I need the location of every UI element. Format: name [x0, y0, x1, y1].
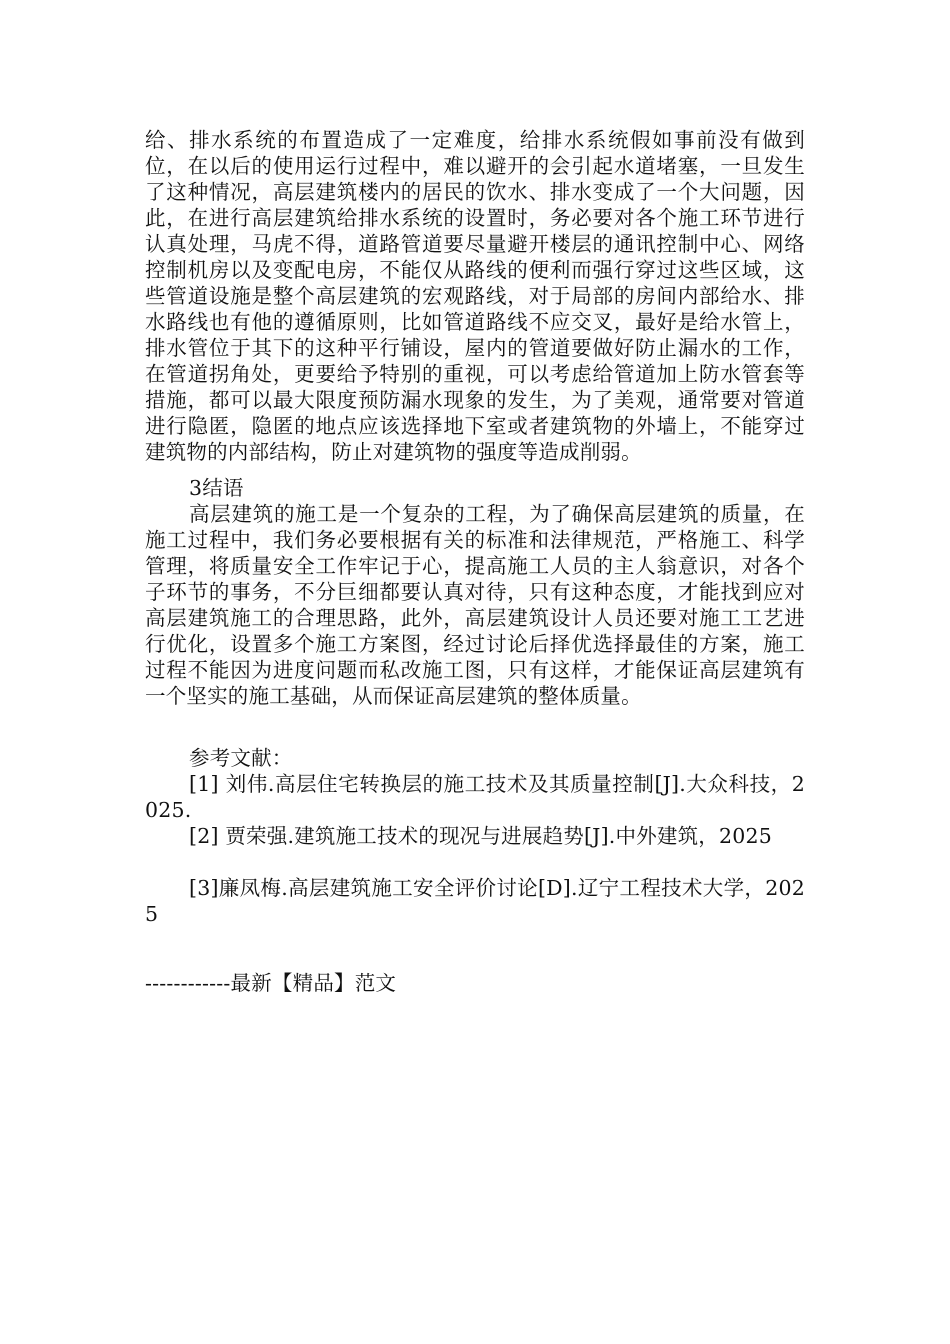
footer-text: ------------最新【精品】范文: [145, 971, 397, 995]
references-heading: 参考文献：: [189, 746, 293, 770]
conclusion-paragraph: 高层建筑的施工是一个复杂的工程，为了确保高层建筑的质量，在施工过程中，我们务必要根据有关的标准和法律规范，严格施工、科学管理，将质量安全工作牢记于心，提高施工人员的主人翁意识，对各个子环节的事务，不分巨细都要认真对待，只有这种态度，才能找到应对高层建筑施工的合理思路，此外，高层建筑设计人员还要对施工工艺进行优化，设置多个施工方案图，经过讨论后择优选择最佳的方案，施工过程不能因为进度问题而私改施工图，只有这样，才能保证高层建筑有一个坚实的施工基础，从而保证高层建筑的整体质量。: [145, 502, 805, 708]
reference-item: [3]廉凤梅.高层建筑施工安全评价讨论[D].辽宁工程技术大学，2025: [145, 876, 805, 926]
section-heading: 3结语: [189, 476, 244, 500]
reference-item: [1] 刘伟.高层住宅转换层的施工技术及其质量控制[J].大众科技，2025.: [145, 772, 805, 822]
reference-item: [2] 贾荣强.建筑施工技术的现况与进展趋势[J].中外建筑，2025: [189, 824, 772, 848]
body-paragraph: 给、排水系统的布置造成了一定难度，给排水系统假如事前没有做到位，在以后的使用运行过程中，难以避开的会引起水道堵塞，一旦发生了这种情况，高层建筑楼内的居民的饮水、排水变成了一个大问题，因此，在进行高层建筑给排水系统的设置时，务必要对各个施工环节进行认真处理，马虎不得，道路管道要尽量避开楼层的通讯控制中心、网络控制机房以及变配电房，不能仅从路线的便利而强行穿过这些区域，这些管道设施是整个高层建筑的宏观路线，对于局部的房间内部给水、排水路线也有他的遵循原则，比如管道路线不应交叉，最好是给水管上，排水管位于其下的这种平行铺设，屋内的管道要做好防止漏水的工作，在管道拐角处，更要给予特别的重视，可以考虑给管道加上防水管套等措施，都可以最大限度预防漏水现象的发生，为了美观，通常要对管道进行隐匿，隐匿的地点应该选择地下室或者建筑物的外墙上，不能穿过建筑物的内部结构，防止对建筑物的强度等造成削弱。: [145, 128, 805, 464]
